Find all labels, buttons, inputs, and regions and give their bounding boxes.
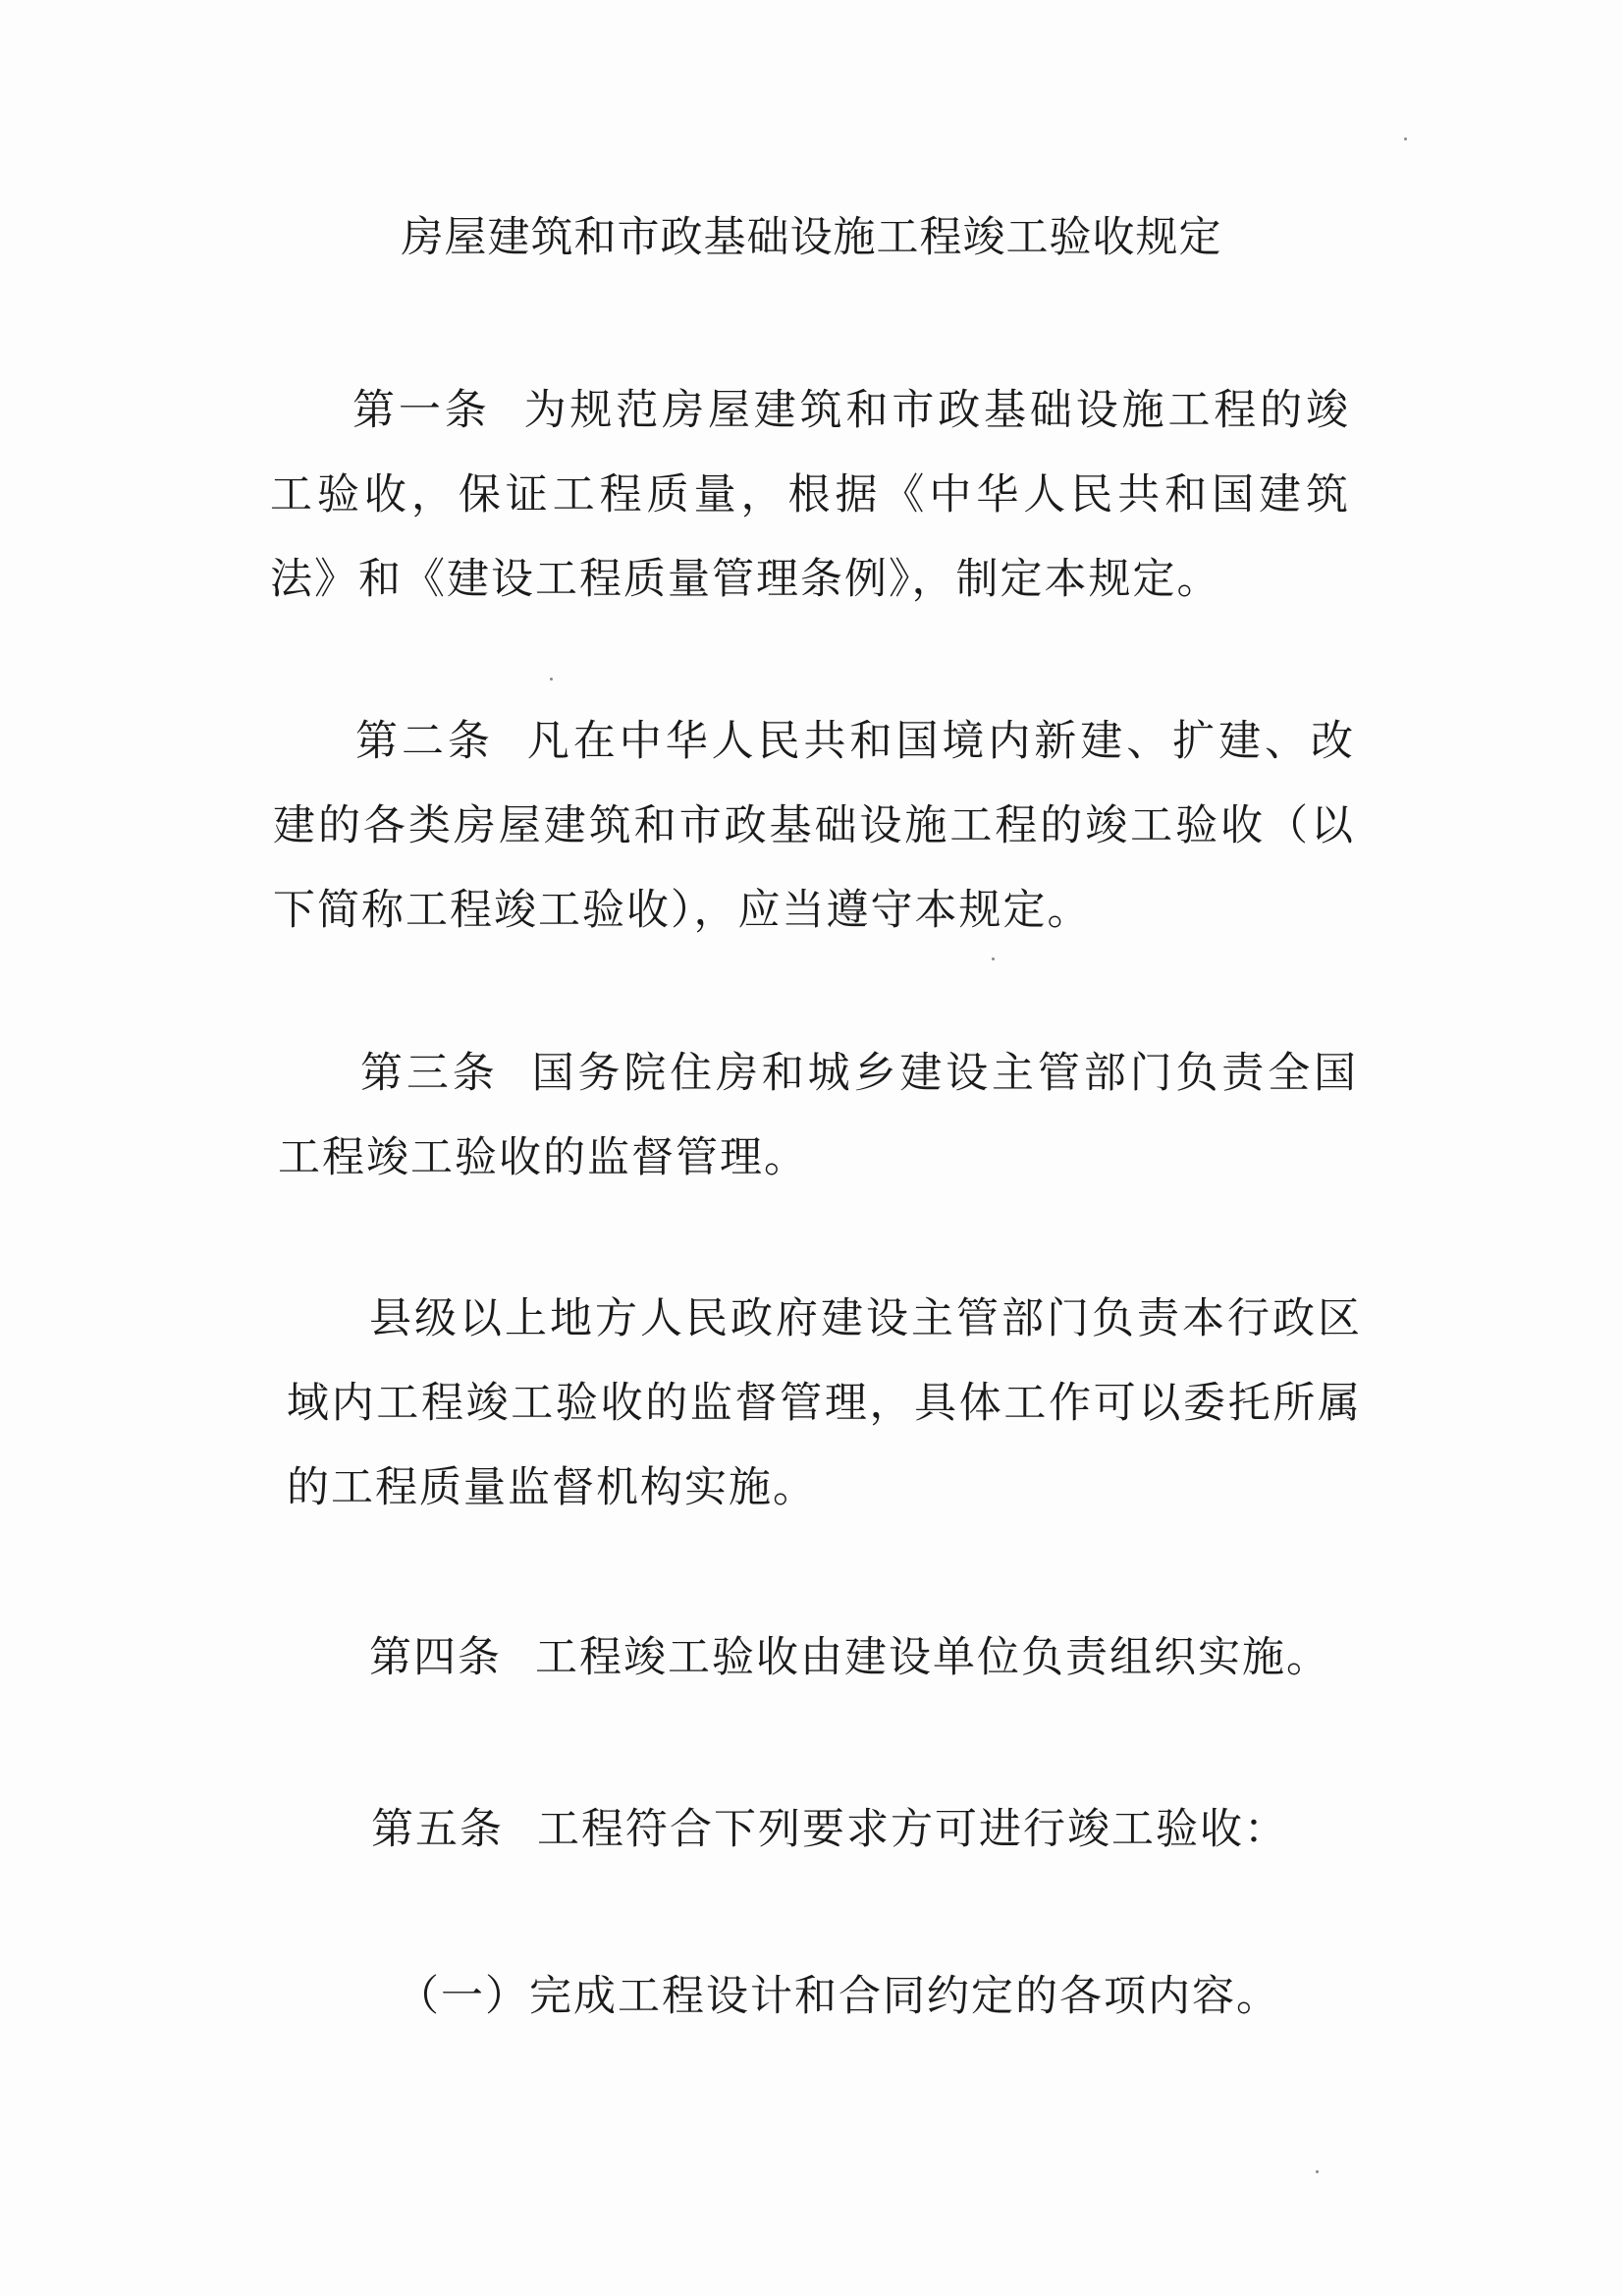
article-3 [278, 1031, 1358, 1200]
article-4 [287, 1615, 1362, 1700]
article-label: 第四条 [369, 1633, 502, 1682]
article-1 [270, 368, 1350, 622]
scan-speck [1316, 2170, 1319, 2173]
article-3-paragraph-2 [287, 1277, 1362, 1530]
article-label: 第二条 [355, 717, 494, 766]
article-5 [287, 1787, 1362, 1872]
article-2 [273, 699, 1355, 953]
article-label: 第三条 [360, 1049, 499, 1098]
article-label: 第一条 [352, 386, 491, 435]
scan-speck [1404, 137, 1407, 140]
article-5-item-1 [287, 1954, 1362, 2039]
article-text: 工程竣工验收由建设单位负责组织实施。 [535, 1633, 1330, 1682]
article-text: 为规范房屋建筑和市政基础设施工程的竣工验收，保证工程质量，根据《中华人民共和国建筑法》和《建设工程质量管理条例》，制定本规定。 [270, 386, 1351, 604]
article-text: 工程符合下列要求方可进行竣工验收： [537, 1805, 1288, 1854]
article-label: 第五条 [371, 1805, 504, 1854]
document-title: 房屋建筑和市政基础设施工程竣工验收规定 [401, 213, 1222, 262]
scan-speck [992, 957, 995, 960]
article-text: 国务院住房和城乡建设主管部门负责全国工程竣工验收的监督管理。 [278, 1049, 1359, 1182]
scan-speck [550, 678, 553, 681]
article-text: 县级以上地方人民政府建设主管部门负责本行政区域内工程竣工验收的监督管理，具体工作可以委托所属的工程质量监督机构实施。 [287, 1294, 1362, 1512]
article-text: 凡在中华人民共和国境内新建、扩建、改建的各类房屋建筑和市政基础设施工程的竣工验收（以下简称工程竣工验收），应当遵守本规定。 [273, 717, 1356, 935]
article-text: （一）完成工程设计和合同约定的各项内容。 [397, 1972, 1280, 2021]
